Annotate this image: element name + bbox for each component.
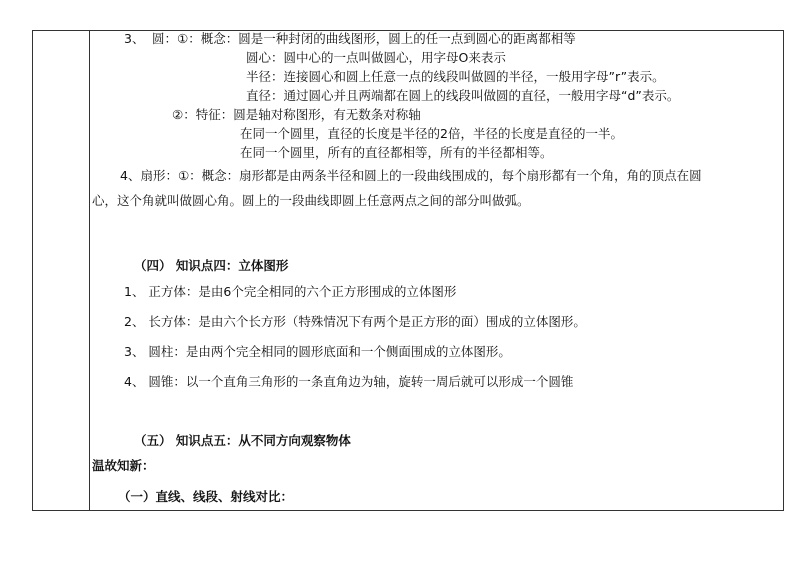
circle-feature-line-2: 在同一个圆里，所有的直径都相等，所有的半径都相等。 xyxy=(240,145,553,160)
circle-feature-line-1: 在同一个圆里，直径的长度是半径的2倍，半径的长度是直径的一半。 xyxy=(240,126,623,141)
sector-concept-line-1: 4、扇形：①：概念：扇形都是由两条半径和圆上的一段曲线围成的，每个扇形都有一个角，角的顶点在圆 xyxy=(120,168,702,183)
circle-diameter-def: 直径：通过圆心并且两端都在圆上的线段叫做圆的直径，一般用字母“d”表示。 xyxy=(246,88,680,103)
comparison-subheading: （一）直线、线段、射线对比： xyxy=(118,489,294,504)
table-column-divider xyxy=(89,30,90,511)
circle-center-def: 圆心：圆中心的一点叫做圆心，用字母O来表示 xyxy=(246,50,506,65)
circle-concept: 圆：①：概念：圆是一种封闭的曲线图形，圆上的任一点到圆心的距离都相等 xyxy=(152,31,576,46)
review-label: 温故知新： xyxy=(92,458,155,473)
circle-feature: ②：特征：圆是轴对称图形，有无数条对称轴 xyxy=(172,107,421,122)
circle-number: 3、 xyxy=(124,31,145,46)
section-4-item-3: 3、 圆柱：是由两个完全相同的圆形底面和一个侧面围成的立体图形。 xyxy=(124,344,511,359)
section-4-item-2: 2、 长方体：是由六个长方形（特殊情况下有两个是正方形的面）围成的立体图形。 xyxy=(124,314,586,329)
section-5-heading: （五） 知识点五：从不同方向观察物体 xyxy=(134,433,351,448)
sector-concept-line-2: 心，这个角就叫做圆心角。圆上的一段曲线即圆上任意两点之间的部分叫做弧。 xyxy=(92,193,530,208)
circle-radius-def: 半径：连接圆心和圆上任意一点的线段叫做圆的半径，一般用字母”r”表示。 xyxy=(246,69,665,84)
section-4-item-1: 1、 正方体：是由6个完全相同的六个正方形围成的立体图形 xyxy=(124,284,457,299)
section-4-item-4: 4、 圆锥：以一个直角三角形的一条直角边为轴，旋转一周后就可以形成一个圆锥 xyxy=(124,374,574,389)
section-4-heading: （四） 知识点四：立体图形 xyxy=(134,258,289,273)
